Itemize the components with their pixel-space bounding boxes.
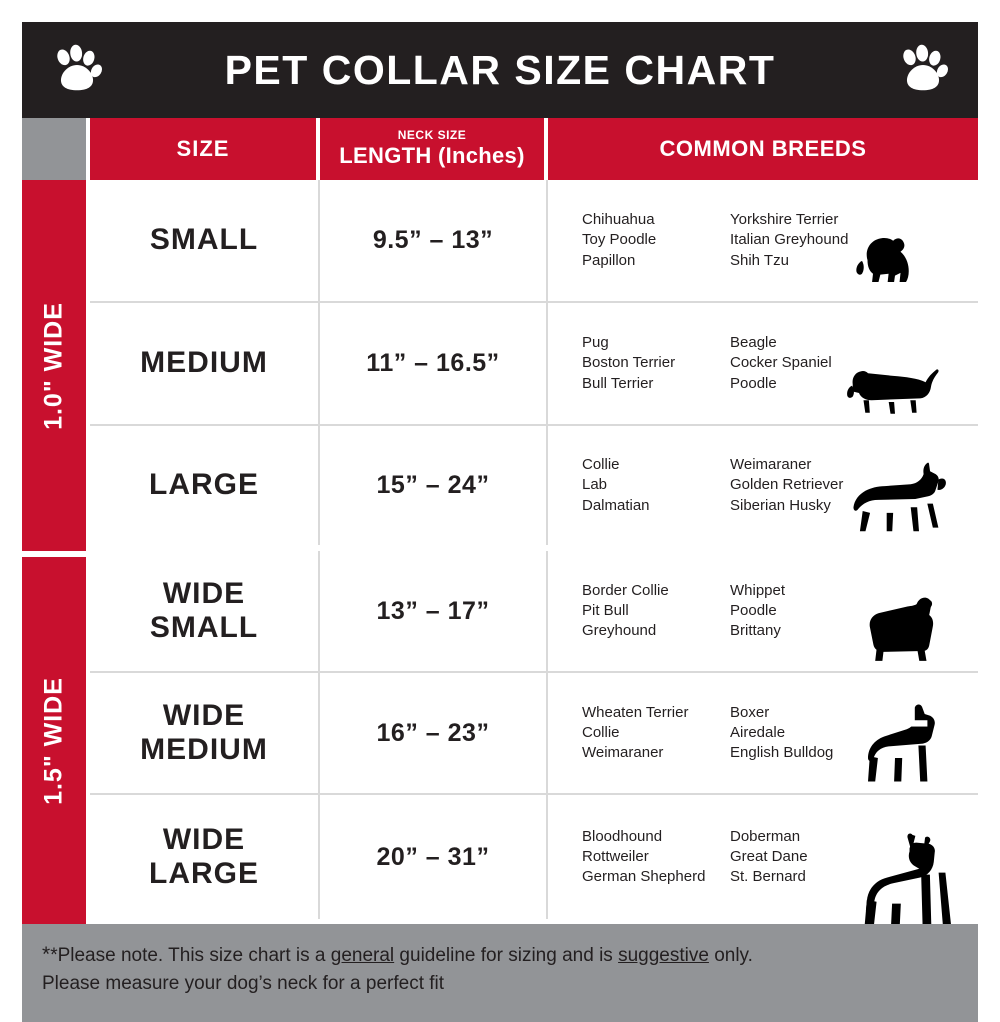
breed-item: Golden Retriever — [730, 476, 844, 494]
breed-item: Greyhound — [582, 622, 657, 640]
row-breeds — [548, 795, 978, 919]
chart-header — [22, 22, 978, 118]
row-size — [90, 303, 320, 424]
breed-item: Brittany — [730, 622, 781, 640]
row-length: 20” – 31” — [320, 795, 548, 919]
breed-item: Wheaten Terrier — [582, 703, 689, 721]
row-length: 11” – 16.5” — [320, 303, 548, 424]
breed-item: Poodle — [730, 601, 777, 619]
row-size — [90, 551, 320, 671]
breed-item: Collie — [582, 456, 620, 474]
breed-item: Border Collie — [582, 581, 669, 599]
row-breeds-col2 — [730, 455, 880, 516]
breed-item: Papillon — [582, 251, 636, 269]
breed-item: Weimaraner — [582, 744, 664, 762]
breed-item: Bull Terrier — [582, 374, 654, 392]
row-breeds-col2 — [730, 827, 880, 888]
table-row — [90, 551, 978, 673]
row-breeds-col2 — [730, 210, 880, 271]
breed-item: Weimaraner — [730, 456, 812, 474]
breed-item: Siberian Husky — [730, 496, 831, 514]
breed-item: Dalmatian — [582, 496, 650, 514]
row-length: 9.5” – 13” — [320, 180, 548, 301]
footer-underline-suggestive: suggestive — [618, 945, 709, 966]
row-size-line1: WIDE — [162, 698, 246, 732]
row-breeds — [548, 673, 978, 793]
group-band-2-label: 1.5" WIDE — [39, 676, 68, 805]
column-header-length-main: LENGTH (Inches) — [339, 142, 525, 168]
row-size-line2: MEDIUM — [140, 733, 268, 766]
table-row — [90, 673, 978, 795]
breed-item: Yorkshire Terrier — [730, 211, 839, 229]
breed-item: Pug — [582, 334, 609, 352]
group-band-column — [22, 180, 90, 924]
row-size — [90, 673, 320, 793]
row-size-line1: LARGE — [149, 468, 259, 502]
row-size-line2: LARGE — [149, 857, 259, 890]
chart-body — [22, 180, 978, 924]
footer-line1-post: only. — [708, 945, 753, 966]
breed-item: Great Dane — [730, 847, 808, 865]
row-size — [90, 180, 320, 301]
chart-frame — [22, 22, 978, 995]
breed-item: Pit Bull — [582, 601, 629, 619]
footer-line1-mid: guideline for sizing and is — [394, 945, 619, 966]
column-header-length — [320, 118, 548, 180]
footer-underline-general: general — [330, 945, 395, 966]
page-title: PET COLLAR SIZE CHART — [224, 46, 776, 93]
row-size — [90, 795, 320, 919]
row-length: 16” – 23” — [320, 673, 548, 793]
paw-icon — [50, 43, 104, 97]
breed-item: Italian Greyhound — [730, 231, 849, 249]
row-breeds — [548, 426, 978, 545]
footer-line-2: Please measure your dog’s neck for a perfect fit — [42, 973, 445, 995]
breed-item: Cocker Spaniel — [730, 354, 832, 372]
breed-item: Poodle — [730, 374, 777, 392]
column-header-length-sub: NECK SIZE — [397, 128, 467, 143]
row-size-line1: SMALL — [149, 223, 259, 257]
row-size — [90, 426, 320, 545]
breed-item: Boxer — [730, 703, 770, 721]
footer-line-1 — [42, 940, 958, 970]
row-breeds — [548, 303, 978, 424]
table-row — [90, 303, 978, 426]
row-breeds-col2 — [730, 333, 880, 394]
group-band-1 — [22, 180, 90, 551]
row-breeds-col1 — [582, 455, 730, 516]
column-header-row — [22, 118, 978, 180]
breed-item: Rottweiler — [582, 847, 649, 865]
footer-note — [22, 924, 978, 1022]
breed-item: Doberman — [730, 827, 801, 845]
breed-item: St. Bernard — [730, 868, 806, 886]
row-breeds — [548, 551, 978, 671]
breed-item: Bloodhound — [582, 827, 663, 845]
breed-item: Boston Terrier — [582, 354, 676, 372]
breed-item: Beagle — [730, 334, 777, 352]
row-breeds — [548, 180, 978, 301]
column-header-size: SIZE — [90, 118, 320, 180]
breed-item: Whippet — [730, 581, 786, 599]
group-band-2 — [22, 557, 90, 924]
column-header-corner — [22, 118, 90, 180]
row-breeds-col1 — [582, 581, 730, 642]
breed-item: Lab — [582, 476, 608, 494]
row-breeds-col2 — [730, 581, 880, 642]
group-band-1-label: 1.0" WIDE — [39, 301, 68, 430]
row-length: 15” – 24” — [320, 426, 548, 545]
paw-icon — [896, 43, 950, 97]
footer-line1-pre: *Please note. This size chart is a — [50, 945, 331, 966]
row-breeds-col2 — [730, 703, 880, 764]
row-length: 13” – 17” — [320, 551, 548, 671]
breed-item: Chihuahua — [582, 211, 655, 229]
row-breeds-col1 — [582, 333, 730, 394]
breed-item: Collie — [582, 723, 620, 741]
column-header-breeds: COMMON BREEDS — [548, 118, 978, 180]
breed-item: German Shepherd — [582, 868, 706, 886]
breed-item: Toy Poodle — [582, 231, 657, 249]
row-breeds-col1 — [582, 827, 730, 888]
table-rows — [90, 180, 978, 924]
breed-item: Airedale — [730, 723, 786, 741]
table-row — [90, 795, 978, 919]
row-size-line1: MEDIUM — [140, 346, 268, 380]
breed-item: Shih Tzu — [730, 251, 789, 269]
breed-item: English Bulldog — [730, 744, 834, 762]
table-row — [90, 426, 978, 551]
row-breeds-col1 — [582, 703, 730, 764]
table-row — [90, 180, 978, 303]
footer-asterisk: * — [42, 943, 51, 966]
row-size-line1: WIDE — [162, 822, 246, 856]
row-size-line2: SMALL — [149, 611, 259, 644]
row-size-line1: WIDE — [162, 576, 246, 610]
row-breeds-col1 — [582, 210, 730, 271]
